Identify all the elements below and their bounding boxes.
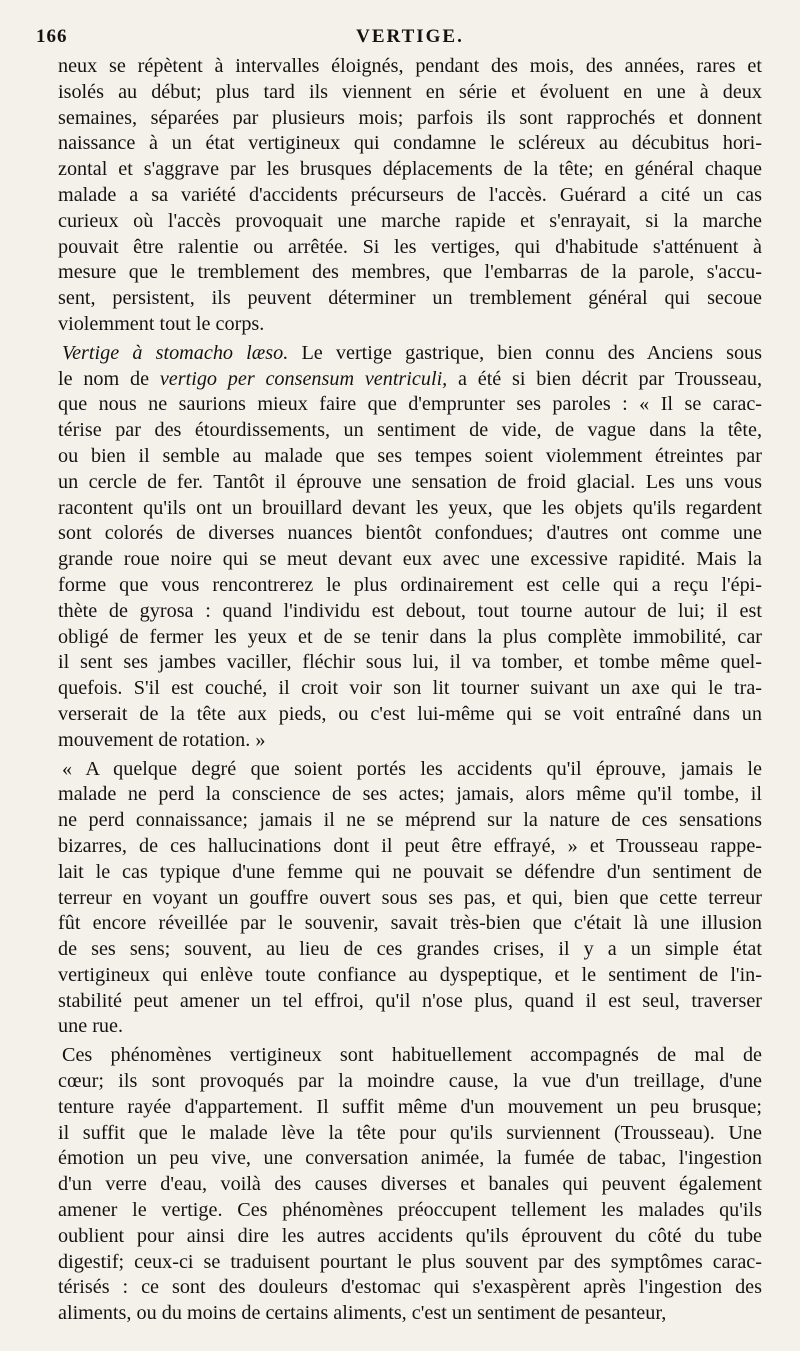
text-line: malade ne perd la conscience de ses actes; jamais, alors même qu'il tombe, il (58, 783, 762, 806)
text-run: a été si bien décrit par Trousseau, (447, 367, 762, 390)
text-line: il sent ses jambes vaciller, fléchir sous lui, il va tomber, et tombe même quel- (58, 651, 762, 674)
text-line: que nous ne saurions mieux faire que d'emprunter ses paroles : « Il se carac- (58, 393, 762, 416)
text-line: de ses sens; souvent, au lieu de ces grandes crises, il y a un simple état (58, 938, 762, 961)
text-line: d'un verre d'eau, voilà des causes diverses et banales qui peuvent également (58, 1173, 762, 1196)
text-line: verserait de la tête aux pieds, ou c'est lui-même qui se voit entraîné dans un (58, 702, 762, 725)
text-run: le nom de (58, 367, 160, 390)
text-line: cœur; ils sont provoqués par la moindre cause, la vue d'un treillage, d'une (58, 1070, 762, 1093)
paragraph-4 (58, 1043, 762, 1327)
text-line: thète de gyrosa : quand l'individu est debout, tout tourne autour de lui; il est (58, 599, 762, 622)
text-line: mouvement de rotation. » (58, 728, 266, 751)
text-line: Ces phénomènes vertigineux sont habituellement accompagnés de mal de (62, 1044, 762, 1067)
latin-term: vertigo per consensum ventriculi, (159, 367, 448, 390)
text-line: térise par des étourdissements, un sentiment de vide, de vague dans la tête, (58, 419, 762, 442)
text-line: aliments, ou du moins de certains aliments, c'est un sentiment de pesanteur, (58, 1302, 667, 1325)
section-heading: Vertige à stomacho læso. (62, 341, 289, 364)
text-line: curieux où l'accès provoquait une marche rapide et s'enrayait, si la marche (58, 209, 762, 232)
text-line: vertigineux qui enlève toute confiance au dyspeptique, et le sentiment de l'in- (58, 963, 762, 986)
text-line: ne perd connaissance; jamais il ne se méprend sur la nature de ces sensations (58, 809, 762, 832)
text-line: sont colorés de diverses nuances bientôt confondues; d'autres ont comme une (58, 522, 762, 545)
text-line: forme que vous rencontrerez le plus ordinairement est celle qui a reçu l'épi- (58, 573, 762, 596)
text-line: lait le cas typique d'une femme qui ne pouvait se défendre d'un sentiment de (58, 860, 762, 883)
text-line: pouvait être ralentie ou arrêtée. Si les vertiges, qui d'habitude s'atténuent à (58, 235, 762, 258)
text-line: quefois. S'il est couché, il croit voir son lit tourner suivant un axe qui le tra- (58, 677, 762, 700)
text-line: térisés : ce sont des douleurs d'estomac qui s'exaspèrent après l'ingestion des (58, 1276, 762, 1299)
text-line: terreur en voyant un gouffre ouvert sous ses pas, et qui, bien que cette terreur (58, 886, 762, 909)
text-line: « A quelque degré que soient portés les accidents qu'il éprouve, jamais le (62, 757, 762, 780)
text-line: obligé de fermer les yeux et de se tenir dans la plus complète immobilité, car (58, 625, 762, 648)
text-line: violemment tout le corps. (58, 312, 265, 335)
text-line: tenture rayée d'appartement. Il suffit même d'un mouvement un peu brusque; (58, 1095, 762, 1118)
text-line: une rue. (58, 1015, 124, 1038)
text-line: grande roue noire qui se meut devant eux avec une excessive rapidité. Mais la (58, 548, 762, 571)
text-line: semaines, séparées par plusieurs mois; parfois ils sont rapprochés et donnent (58, 106, 762, 129)
running-title: VERTIGE. (356, 26, 464, 47)
text-line: un cercle de fer. Tantôt il éprouve une sensation de froid glacial. Les uns vous (58, 470, 762, 493)
text-line (58, 341, 762, 367)
text-line: racontent qu'ils ont un brouillard devant les yeux, que les objets qu'ils regardent (58, 496, 762, 519)
text-line: zontal et s'aggrave par les brusques déplacements de la tête; en général chaque (58, 158, 762, 181)
text-line (58, 367, 762, 393)
text-line: isolés au début; plus tard ils viennent en série et évoluent en une à deux (58, 80, 762, 103)
text-line: fût encore réveillée par le souvenir, savait très-bien que c'était là une illusion (58, 912, 762, 935)
text-line: naissance à un état vertigineux qui condamne le scléreux au décubitus hori- (58, 132, 762, 155)
paragraph-3 (58, 757, 762, 1041)
text-line: stabilité peut amener un tel effroi, qu'il n'ose plus, quand il est seul, traverser (58, 989, 762, 1012)
text-line: mesure que le tremblement des membres, que l'embarras de la parole, s'accu- (58, 261, 762, 284)
page-number: 166 (36, 26, 68, 47)
running-head (36, 22, 762, 52)
text-line: neux se répètent à intervalles éloignés, pendant des mois, des années, rares et (58, 55, 762, 77)
text-line: digestif; ceux-ci se traduisent pourtant le plus souvent par des symptômes carac- (58, 1250, 762, 1273)
text-line: sent, persistent, ils peuvent déterminer un tremblement général qui secoue (58, 287, 762, 310)
text-line: malade a sa variété d'accidents précurseurs de l'accès. Guérard a cité un cas (58, 183, 762, 206)
text-line: amener le vertige. Ces phénomènes préoccupent tellement les malades qu'ils (58, 1199, 762, 1222)
paragraph-2 (58, 341, 762, 754)
body-text (58, 54, 762, 1327)
text-line: oublient pour ainsi dire les autres accidents qu'ils éprouvent du côté du tube (58, 1224, 762, 1247)
text-line: bizarres, de ces hallucinations dont il peut être effrayé, » et Trousseau rappe- (58, 834, 762, 857)
text-run: Le vertige gastrique, bien connu des Anciens sous (288, 341, 762, 364)
paragraph-1 (58, 54, 762, 338)
text-line: il suffit que le malade lève la tête pour qu'ils surviennent (Trousseau). Une (58, 1121, 762, 1144)
text-line: émotion un peu vive, une conversation animée, la fumée de tabac, l'ingestion (58, 1147, 762, 1170)
text-line: ou bien il semble au malade que ses tempes soient violemment étreintes par (58, 444, 762, 467)
